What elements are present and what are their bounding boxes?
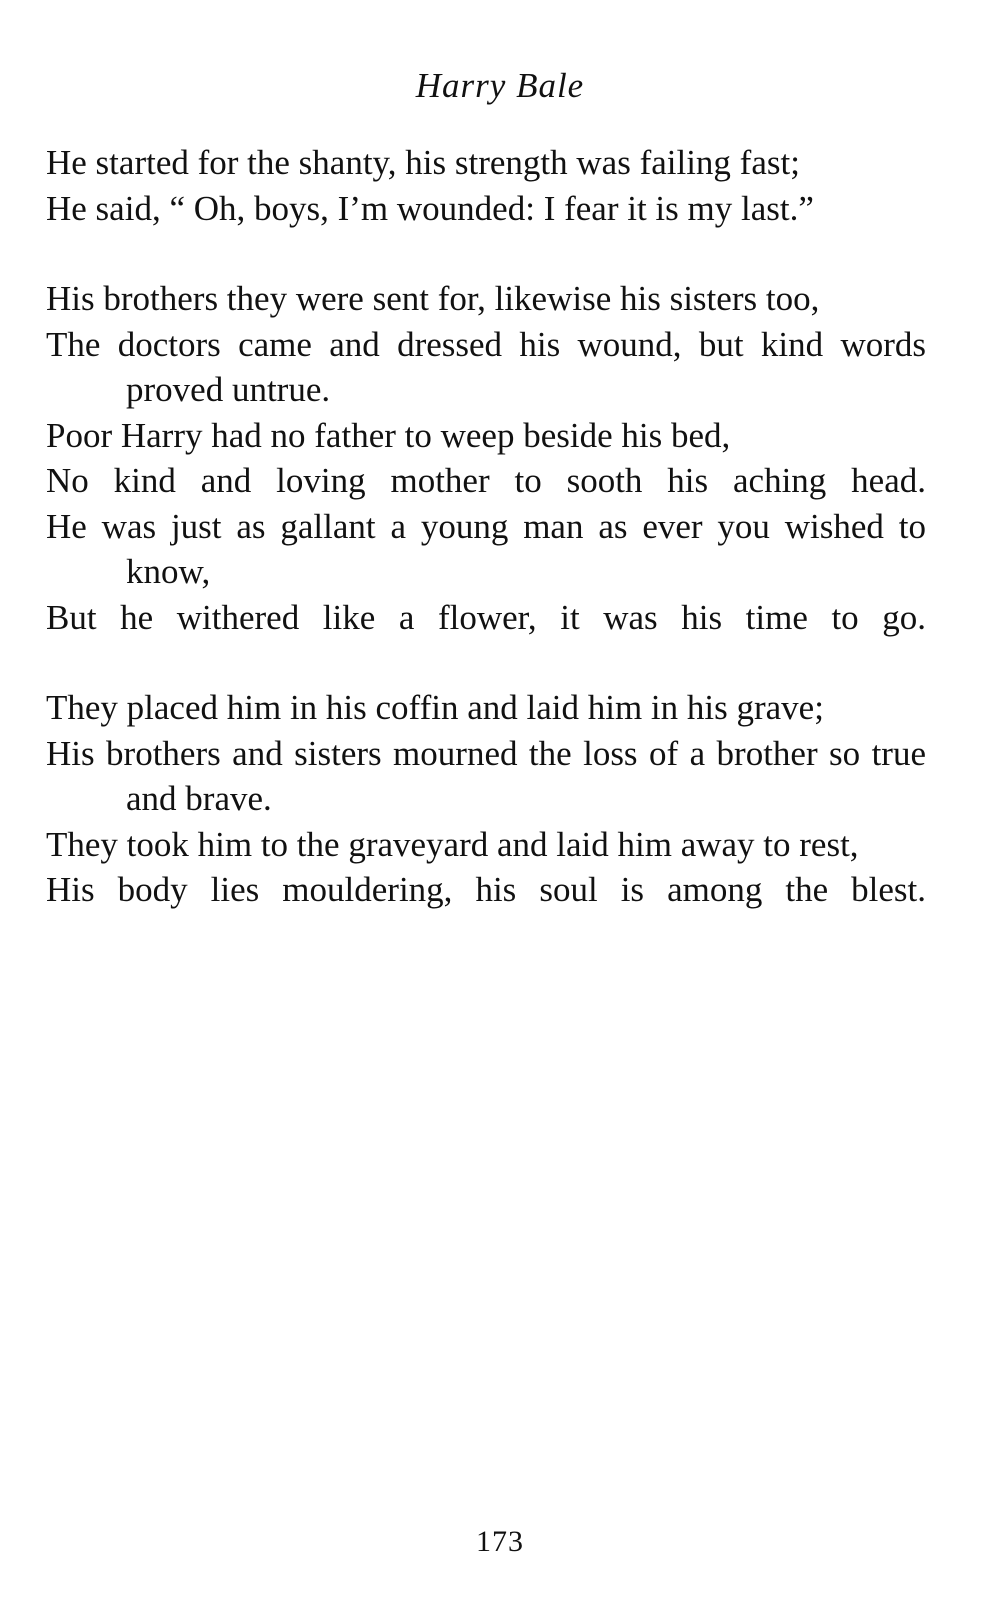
verse-line: His brothers and sisters mourned the loss of a brother so true and brave. xyxy=(46,733,926,818)
stanza xyxy=(46,140,926,231)
verse-line: He said, “ Oh, boys, I’m wounded: I fear it is my last.” xyxy=(46,188,814,228)
verse-line: Poor Harry had no father to weep beside his bed, xyxy=(46,415,731,455)
verse-line: He started for the shanty, his strength was failing fast; xyxy=(46,143,800,182)
verse-line: His brothers they were sent for, likewise his sisters too, xyxy=(46,279,820,318)
verse-line: No kind and loving mother to sooth his aching head. xyxy=(46,461,926,500)
verse-line: They took him to the graveyard and laid him away to rest, xyxy=(46,824,859,864)
verse-line: He was just as gallant a young man as ever you wished to know, xyxy=(46,506,926,591)
verse-line: But he withered like a flower, it was his time to go. xyxy=(46,597,926,637)
stanza xyxy=(46,276,926,640)
running-head: Harry Bale xyxy=(415,66,585,105)
page-number: 173 xyxy=(476,1525,524,1558)
verse-line: They placed him in his coffin and laid him in his grave; xyxy=(46,688,824,727)
verse-line: His body lies mouldering, his soul is among the blest. xyxy=(46,870,926,909)
poem-body xyxy=(46,140,926,958)
stanza xyxy=(46,685,926,913)
verse-line: The doctors came and dressed his wound, but kind words proved untrue. xyxy=(46,324,926,409)
